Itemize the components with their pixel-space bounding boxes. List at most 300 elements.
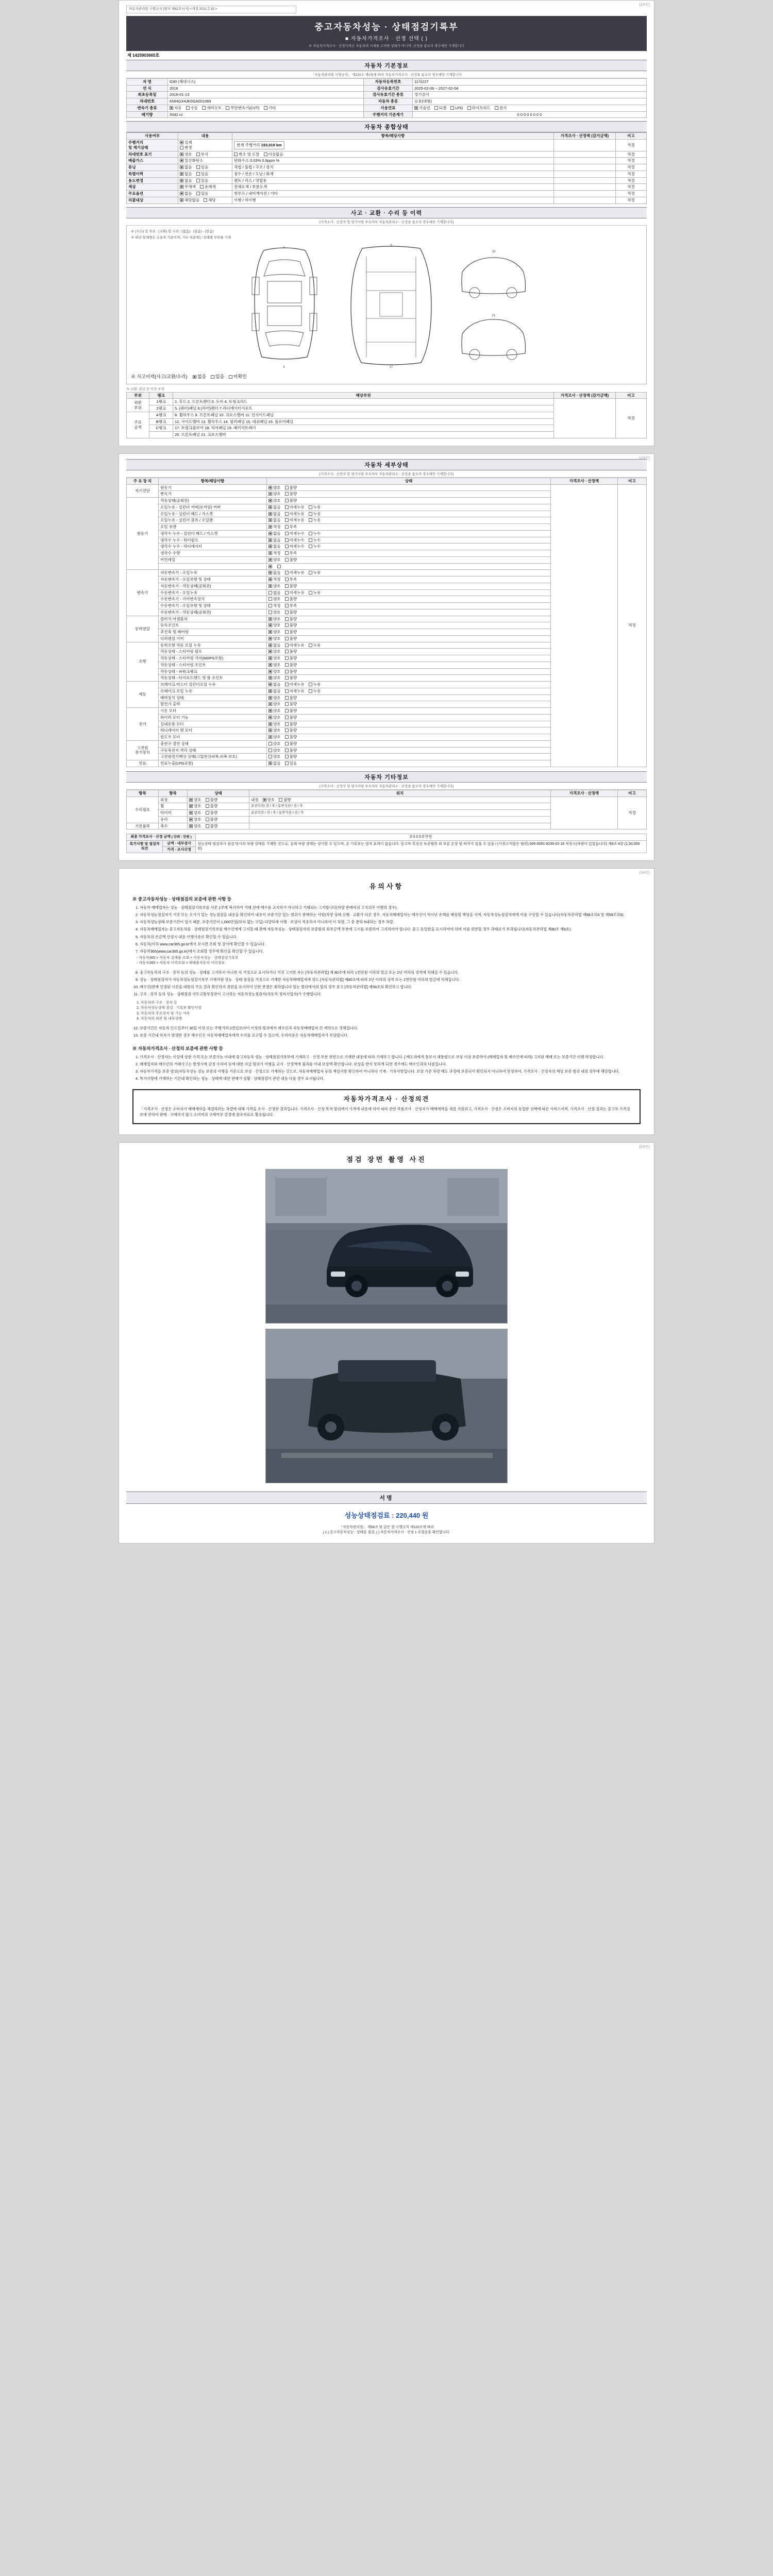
overall-row-items-7[interactable] bbox=[178, 191, 232, 197]
detail-state-6-2[interactable] bbox=[267, 721, 551, 727]
detail-opt-off[interactable]: 불량 bbox=[285, 623, 297, 628]
checkbox-icon[interactable] bbox=[467, 106, 471, 110]
checkbox-icon[interactable] bbox=[309, 571, 312, 574]
detail-state-2-5[interactable] bbox=[267, 603, 551, 609]
checkbox-icon[interactable] bbox=[268, 525, 272, 529]
checkbox-icon[interactable] bbox=[189, 798, 193, 802]
detail-state-2-1[interactable] bbox=[267, 577, 551, 583]
checkbox-icon[interactable] bbox=[268, 630, 272, 634]
checkbox-icon[interactable] bbox=[309, 689, 312, 693]
checkbox-icon[interactable] bbox=[285, 709, 289, 713]
accident-history-option-0[interactable]: 없음 bbox=[193, 373, 206, 380]
detail-opt-on[interactable]: 없음 bbox=[268, 590, 281, 596]
detail-state-7-0[interactable] bbox=[267, 740, 551, 747]
detail-state-1-6[interactable] bbox=[267, 537, 551, 544]
fuel-option-2[interactable]: LPG bbox=[450, 106, 463, 111]
detail-opt-off[interactable]: 불량 bbox=[285, 485, 297, 490]
checkbox-icon[interactable] bbox=[268, 735, 272, 739]
overall-opt-2-0[interactable]: 일산화탄소 bbox=[180, 158, 203, 163]
checkbox-icon[interactable] bbox=[309, 683, 312, 686]
checkbox-icon[interactable] bbox=[268, 499, 272, 502]
detail-opt-off[interactable]: 불량 bbox=[285, 649, 297, 654]
detail-state-5-1[interactable] bbox=[267, 688, 551, 694]
etc-state-exterior[interactable] bbox=[188, 796, 249, 803]
checkbox-icon[interactable] bbox=[206, 811, 209, 815]
checkbox-icon[interactable] bbox=[268, 670, 272, 673]
detail-opt-on[interactable]: 없음 bbox=[268, 544, 281, 549]
checkbox-icon[interactable] bbox=[495, 106, 498, 110]
detail-opt-on[interactable]: 양호 bbox=[268, 696, 281, 701]
overall-row-items-2[interactable] bbox=[178, 158, 232, 164]
checkbox-icon[interactable] bbox=[206, 818, 209, 821]
detail-opt-on[interactable] bbox=[268, 564, 273, 569]
etc-opt-off[interactable]: 불량 bbox=[206, 824, 218, 829]
checkbox-icon[interactable] bbox=[414, 106, 418, 110]
detail-state-6-0[interactable] bbox=[267, 708, 551, 715]
checkbox-icon[interactable] bbox=[285, 643, 289, 647]
detail-opt-on[interactable]: 양호 bbox=[268, 748, 281, 753]
checkbox-icon[interactable] bbox=[285, 591, 289, 595]
checkbox-icon[interactable] bbox=[189, 824, 193, 828]
checkbox-icon[interactable] bbox=[196, 179, 200, 182]
checkbox-icon[interactable] bbox=[285, 617, 289, 621]
checkbox-icon[interactable] bbox=[226, 106, 229, 110]
detail-opt-on[interactable]: 양호 bbox=[268, 485, 281, 490]
detail-opt-mid[interactable]: 미세누유 bbox=[285, 682, 305, 687]
detail-opt-on[interactable]: 양호 bbox=[268, 728, 281, 733]
checkbox-icon[interactable] bbox=[180, 165, 183, 169]
detail-opt-off[interactable]: 불량 bbox=[285, 597, 297, 602]
checkbox-icon[interactable] bbox=[268, 486, 272, 489]
checkbox-icon[interactable] bbox=[268, 512, 272, 516]
detail-opt-on[interactable]: 없음 bbox=[268, 512, 281, 517]
checkbox-icon[interactable] bbox=[285, 722, 289, 726]
detail-opt-on[interactable]: 양호 bbox=[268, 617, 281, 622]
checkbox-icon[interactable] bbox=[170, 106, 173, 110]
detail-state-1-5[interactable] bbox=[267, 530, 551, 537]
detail-opt-on[interactable]: 적정 bbox=[268, 577, 281, 582]
checkbox-icon[interactable] bbox=[268, 604, 272, 607]
detail-state-2-6[interactable] bbox=[267, 609, 551, 616]
checkbox-icon[interactable] bbox=[285, 755, 289, 758]
overall-opt-1-2[interactable]: 변조 및 도말 bbox=[234, 152, 259, 157]
etc-opt-on[interactable]: 양호 bbox=[189, 804, 201, 809]
detail-state-4-0[interactable] bbox=[267, 642, 551, 649]
checkbox-icon[interactable] bbox=[268, 532, 272, 535]
checkbox-icon[interactable] bbox=[285, 683, 289, 686]
detail-opt-on[interactable]: 없음 bbox=[268, 518, 281, 523]
detail-state-3-2[interactable] bbox=[267, 629, 551, 636]
detail-state-0-0[interactable] bbox=[267, 484, 551, 491]
checkbox-icon[interactable] bbox=[268, 742, 272, 745]
checkbox-icon[interactable] bbox=[285, 505, 289, 509]
checkbox-icon[interactable] bbox=[204, 198, 207, 202]
detail-state-5-0[interactable] bbox=[267, 682, 551, 688]
checkbox-icon[interactable] bbox=[285, 696, 289, 700]
overall-opt-4-1[interactable]: 있음 bbox=[196, 172, 209, 177]
detail-opt-off[interactable]: 불량 bbox=[285, 728, 297, 733]
checkbox-icon[interactable] bbox=[285, 676, 289, 680]
detail-opt-on[interactable]: 적정 bbox=[268, 603, 281, 608]
checkbox-icon[interactable] bbox=[285, 689, 289, 693]
checkbox-icon[interactable] bbox=[229, 375, 232, 379]
detail-state-1-1[interactable] bbox=[267, 504, 551, 511]
detail-opt-off[interactable]: 누유 bbox=[309, 689, 321, 694]
detail-opt-off[interactable]: 누유 bbox=[309, 512, 321, 517]
checkbox-icon[interactable] bbox=[285, 637, 289, 640]
detail-opt-off[interactable]: 불량 bbox=[285, 702, 297, 707]
detail-opt-on[interactable]: 양호 bbox=[268, 663, 281, 668]
checkbox-icon[interactable] bbox=[234, 152, 238, 156]
etc-state-basic[interactable] bbox=[188, 823, 249, 829]
etc-opt-on[interactable]: 양호 bbox=[189, 798, 201, 803]
detail-state-1-2[interactable] bbox=[267, 511, 551, 517]
overall-opt-8-1[interactable]: 해당 bbox=[204, 198, 216, 203]
overall-opt-5-1[interactable]: 있음 bbox=[196, 178, 209, 183]
detail-opt-on[interactable]: 양호 bbox=[268, 702, 281, 707]
overall-opt-1-3[interactable]: 이상없음 bbox=[264, 152, 283, 157]
checkbox-icon[interactable] bbox=[285, 728, 289, 732]
overall-opt-7-0[interactable]: 없음 bbox=[180, 191, 192, 196]
overall-row-items-8[interactable] bbox=[178, 197, 232, 204]
checkbox-icon[interactable] bbox=[268, 702, 272, 706]
checkbox-icon[interactable] bbox=[268, 716, 272, 719]
checkbox-icon[interactable] bbox=[434, 106, 438, 110]
checkbox-icon[interactable] bbox=[268, 637, 272, 640]
detail-opt-on[interactable]: 양호 bbox=[268, 722, 281, 727]
checkbox-icon[interactable] bbox=[206, 804, 209, 808]
checkbox-icon[interactable] bbox=[180, 159, 183, 162]
checkbox-icon[interactable] bbox=[268, 518, 272, 522]
detail-opt-on[interactable]: 없음 bbox=[268, 761, 281, 766]
checkbox-icon[interactable] bbox=[277, 565, 281, 568]
overall-opt-3-1[interactable]: 있음 bbox=[196, 165, 209, 170]
checkbox-icon[interactable] bbox=[268, 749, 272, 752]
detail-opt-off[interactable]: 누유 bbox=[309, 643, 321, 648]
detail-opt-on[interactable]: 양호 bbox=[268, 741, 281, 747]
checkbox-icon[interactable] bbox=[450, 106, 454, 110]
detail-opt-on[interactable]: 양호 bbox=[268, 669, 281, 674]
overall-opt-0-1[interactable]: 변경 bbox=[180, 145, 192, 150]
detail-state-6-4[interactable] bbox=[267, 734, 551, 741]
detail-state-4-2[interactable] bbox=[267, 655, 551, 662]
overall-opt-7-1[interactable]: 있음 bbox=[196, 191, 209, 196]
overall-opt-6-0[interactable]: 무채색 bbox=[180, 184, 196, 190]
detail-state-1-10[interactable] bbox=[267, 563, 551, 570]
checkbox-icon[interactable] bbox=[268, 597, 272, 601]
detail-state-1-7[interactable] bbox=[267, 544, 551, 550]
detail-state-2-3[interactable] bbox=[267, 589, 551, 596]
detail-opt-on[interactable]: 양호 bbox=[268, 675, 281, 681]
detail-state-2-2[interactable] bbox=[267, 583, 551, 589]
detail-opt-off[interactable]: 불량 bbox=[285, 735, 297, 740]
checkbox-icon[interactable] bbox=[285, 742, 289, 745]
detail-opt-mid[interactable]: 미세누유 bbox=[285, 518, 305, 523]
detail-opt-off[interactable]: 불량 bbox=[285, 715, 297, 720]
checkbox-icon[interactable] bbox=[196, 165, 200, 169]
checkbox-icon[interactable] bbox=[285, 499, 289, 502]
checkbox-icon[interactable] bbox=[285, 597, 289, 601]
checkbox-icon[interactable] bbox=[189, 811, 193, 815]
overall-row-items-0[interactable] bbox=[178, 140, 232, 151]
detail-opt-off[interactable]: 누유 bbox=[309, 505, 321, 510]
overall-opt-4-0[interactable]: 없음 bbox=[180, 172, 192, 177]
overall-row-items-4[interactable] bbox=[178, 171, 232, 177]
transmission-option-1[interactable]: 수동 bbox=[186, 106, 198, 111]
checkbox-icon[interactable] bbox=[268, 623, 272, 627]
checkbox-icon[interactable] bbox=[279, 798, 282, 802]
detail-opt-off[interactable]: 불량 bbox=[285, 663, 297, 668]
detail-opt-off[interactable]: 불량 bbox=[285, 675, 297, 681]
accident-history-option-2[interactable]: 미확인 bbox=[229, 373, 247, 380]
detail-state-7-1[interactable] bbox=[267, 747, 551, 754]
detail-opt-mid[interactable]: 미세누수 bbox=[285, 544, 305, 549]
checkbox-icon[interactable] bbox=[268, 663, 272, 667]
checkbox-icon[interactable] bbox=[285, 656, 289, 660]
etc-opt-on[interactable]: 양호 bbox=[189, 817, 201, 822]
detail-opt-off[interactable]: 누수 bbox=[309, 544, 321, 549]
checkbox-icon[interactable] bbox=[268, 683, 272, 686]
detail-opt-off[interactable]: 불량 bbox=[285, 636, 297, 641]
detail-opt-off[interactable]: 불량 bbox=[285, 669, 297, 674]
checkbox-icon[interactable] bbox=[285, 702, 289, 706]
detail-opt-off[interactable]: 누유 bbox=[309, 590, 321, 596]
etc-opt-on[interactable]: 양호 bbox=[189, 824, 201, 829]
checkbox-icon[interactable] bbox=[285, 670, 289, 673]
detail-state-4-5[interactable] bbox=[267, 675, 551, 682]
checkbox-icon[interactable] bbox=[309, 505, 312, 509]
checkbox-icon[interactable] bbox=[268, 728, 272, 732]
checkbox-icon[interactable] bbox=[180, 141, 183, 144]
detail-opt-off[interactable]: 불량 bbox=[285, 630, 297, 635]
detail-opt-off[interactable]: 부족 bbox=[285, 577, 297, 582]
detail-opt-off[interactable]: 누유 bbox=[309, 570, 321, 575]
checkbox-icon[interactable] bbox=[202, 106, 206, 110]
fuel-option-0[interactable]: 가솔린 bbox=[414, 106, 430, 111]
checkbox-icon[interactable] bbox=[196, 152, 200, 156]
checkbox-icon[interactable] bbox=[268, 545, 272, 548]
etc-opt-off[interactable]: 불량 bbox=[206, 817, 218, 822]
etc-opt2-off[interactable]: 불량 bbox=[279, 798, 291, 803]
detail-state-3-0[interactable] bbox=[267, 616, 551, 622]
checkbox-icon[interactable] bbox=[268, 551, 272, 555]
detail-opt-on[interactable]: 양호 bbox=[268, 715, 281, 720]
detail-opt-off[interactable]: 누유 bbox=[309, 682, 321, 687]
checkbox-icon[interactable] bbox=[268, 650, 272, 653]
fuel-option-3[interactable]: 하이브리드 bbox=[467, 106, 491, 111]
checkbox-icon[interactable] bbox=[180, 185, 183, 189]
checkbox-icon[interactable] bbox=[268, 565, 272, 568]
overall-opt-1-0[interactable]: 양호 bbox=[180, 152, 192, 157]
etc-state-wheel[interactable] bbox=[188, 803, 249, 810]
checkbox-icon[interactable] bbox=[193, 375, 196, 379]
checkbox-icon[interactable] bbox=[309, 538, 312, 542]
transmission-option-2[interactable]: 세미오토 bbox=[202, 106, 222, 111]
detail-opt-mid[interactable]: 미세누유 bbox=[285, 570, 305, 575]
detail-opt-on[interactable]: 없음 bbox=[268, 689, 281, 694]
detail-opt-off[interactable]: 누수 bbox=[309, 531, 321, 536]
detail-state-7-2[interactable] bbox=[267, 754, 551, 760]
checkbox-icon[interactable] bbox=[268, 505, 272, 509]
detail-opt-mid[interactable]: 미세누유 bbox=[285, 643, 305, 648]
checkbox-icon[interactable] bbox=[285, 532, 289, 535]
detail-state-6-1[interactable] bbox=[267, 714, 551, 721]
transmission-option-4[interactable]: 기타 bbox=[264, 106, 276, 111]
detail-state-5-3[interactable] bbox=[267, 701, 551, 708]
checkbox-icon[interactable] bbox=[264, 152, 267, 156]
detail-opt-mid[interactable]: 미세누유 bbox=[285, 689, 305, 694]
detail-opt-on[interactable]: 양호 bbox=[268, 649, 281, 654]
checkbox-icon[interactable] bbox=[268, 643, 272, 647]
checkbox-icon[interactable] bbox=[285, 735, 289, 739]
checkbox-icon[interactable] bbox=[268, 591, 272, 595]
checkbox-icon[interactable] bbox=[186, 106, 190, 110]
overall-row-items-5[interactable] bbox=[178, 177, 232, 184]
checkbox-icon[interactable] bbox=[268, 696, 272, 700]
etc-opt2-on[interactable]: 양호 bbox=[263, 798, 275, 803]
checkbox-icon[interactable] bbox=[268, 755, 272, 758]
checkbox-icon[interactable] bbox=[268, 689, 272, 693]
detail-state-3-3[interactable] bbox=[267, 635, 551, 642]
checkbox-icon[interactable] bbox=[285, 630, 289, 634]
detail-opt-on[interactable]: 적정 bbox=[268, 551, 281, 556]
checkbox-icon[interactable] bbox=[268, 492, 272, 496]
transmission-options[interactable] bbox=[168, 105, 364, 111]
checkbox-icon[interactable] bbox=[309, 532, 312, 535]
detail-opt-on[interactable]: 적정 bbox=[268, 524, 281, 530]
etc-opt-off[interactable]: 불량 bbox=[206, 804, 218, 809]
detail-state-1-0[interactable] bbox=[267, 498, 551, 504]
checkbox-icon[interactable] bbox=[285, 492, 289, 496]
checkbox-icon[interactable] bbox=[268, 558, 272, 562]
detail-opt-mid[interactable]: 미세누유 bbox=[285, 512, 305, 517]
checkbox-icon[interactable] bbox=[196, 192, 200, 195]
checkbox-icon[interactable] bbox=[206, 798, 209, 802]
fuel-option-1[interactable]: 디젤 bbox=[434, 106, 447, 111]
detail-opt-on[interactable]: 양호 bbox=[268, 492, 281, 497]
detail-opt-on[interactable]: 양호 bbox=[268, 557, 281, 563]
etc-state-tire[interactable] bbox=[188, 810, 249, 817]
checkbox-icon[interactable] bbox=[285, 518, 289, 522]
detail-state-0-1[interactable] bbox=[267, 491, 551, 498]
detail-opt-off[interactable]: 있음 bbox=[285, 761, 297, 766]
detail-opt-on[interactable]: 없음 bbox=[268, 682, 281, 687]
detail-state-3-1[interactable] bbox=[267, 622, 551, 629]
detail-opt-off[interactable]: 부족 bbox=[285, 603, 297, 608]
checkbox-icon[interactable] bbox=[264, 106, 267, 110]
detail-opt-off[interactable]: 불량 bbox=[285, 754, 297, 759]
detail-opt-mid[interactable]: 미세누수 bbox=[285, 538, 305, 543]
checkbox-icon[interactable] bbox=[189, 818, 193, 821]
detail-opt-off[interactable]: 누수 bbox=[309, 538, 321, 543]
checkbox-icon[interactable] bbox=[268, 617, 272, 621]
checkbox-icon[interactable] bbox=[309, 545, 312, 548]
etc-state-glass[interactable] bbox=[188, 816, 249, 823]
checkbox-icon[interactable] bbox=[285, 578, 289, 581]
detail-opt-on[interactable]: 양호 bbox=[268, 597, 281, 602]
checkbox-icon[interactable] bbox=[309, 643, 312, 647]
detail-opt-off[interactable]: 불량 bbox=[285, 748, 297, 753]
checkbox-icon[interactable] bbox=[285, 538, 289, 542]
checkbox-icon[interactable] bbox=[285, 486, 289, 489]
checkbox-icon[interactable] bbox=[200, 185, 204, 189]
detail-opt-on[interactable]: 양호 bbox=[268, 610, 281, 615]
detail-opt-off[interactable]: 부족 bbox=[285, 551, 297, 556]
checkbox-icon[interactable] bbox=[285, 623, 289, 627]
detail-opt-off[interactable]: 불량 bbox=[285, 722, 297, 727]
checkbox-icon[interactable] bbox=[268, 722, 272, 726]
checkbox-icon[interactable] bbox=[196, 172, 200, 176]
checkbox-icon[interactable] bbox=[285, 545, 289, 548]
checkbox-icon[interactable] bbox=[268, 578, 272, 581]
detail-opt-mid[interactable]: 미세누유 bbox=[285, 505, 305, 510]
checkbox-icon[interactable] bbox=[180, 198, 183, 202]
checkbox-icon[interactable] bbox=[285, 604, 289, 607]
overall-row-items-1[interactable] bbox=[178, 151, 232, 158]
detail-state-1-4[interactable] bbox=[267, 524, 551, 531]
detail-opt-on[interactable]: 양호 bbox=[268, 708, 281, 714]
detail-opt-off[interactable]: 불량 bbox=[285, 498, 297, 503]
accident-history-question[interactable]: ※ 사고이력(사고/교환/수리) 없음 있음 미확인 bbox=[131, 374, 247, 379]
checkbox-icon[interactable] bbox=[189, 804, 193, 808]
detail-opt-on[interactable]: 없음 bbox=[268, 570, 281, 575]
checkbox-icon[interactable] bbox=[180, 152, 183, 156]
transmission-option-0[interactable]: 자동 bbox=[170, 106, 182, 111]
checkbox-icon[interactable] bbox=[268, 676, 272, 680]
detail-opt-mid[interactable]: 미세누유 bbox=[285, 590, 305, 596]
checkbox-icon[interactable] bbox=[309, 591, 312, 595]
detail-opt-off[interactable]: 부족 bbox=[285, 524, 297, 530]
checkbox-icon[interactable] bbox=[206, 824, 209, 828]
detail-state-1-3[interactable] bbox=[267, 517, 551, 524]
checkbox-icon[interactable] bbox=[285, 571, 289, 574]
detail-state-8-0[interactable] bbox=[267, 760, 551, 767]
detail-opt-off[interactable]: 불량 bbox=[285, 708, 297, 714]
checkbox-icon[interactable] bbox=[285, 584, 289, 588]
checkbox-icon[interactable] bbox=[180, 172, 183, 176]
checkbox-icon[interactable] bbox=[285, 525, 289, 529]
detail-state-4-1[interactable] bbox=[267, 649, 551, 655]
detail-state-2-0[interactable] bbox=[267, 570, 551, 577]
overall-opt-3-0[interactable]: 없음 bbox=[180, 165, 192, 170]
overall-detail-1[interactable] bbox=[232, 151, 554, 158]
detail-state-6-3[interactable] bbox=[267, 727, 551, 734]
checkbox-icon[interactable] bbox=[285, 551, 289, 555]
detail-state-1-9[interactable] bbox=[267, 556, 551, 563]
checkbox-icon[interactable] bbox=[263, 798, 266, 802]
detail-opt-mid[interactable]: 미세누수 bbox=[285, 531, 305, 536]
overall-opt-1-1[interactable]: 부식 bbox=[196, 152, 209, 157]
fuel-option-4[interactable]: 전기 bbox=[495, 106, 507, 111]
detail-opt-on[interactable]: 양호 bbox=[268, 630, 281, 635]
checkbox-icon[interactable] bbox=[309, 512, 312, 516]
etc-opt-on[interactable]: 양호 bbox=[189, 810, 201, 816]
checkbox-icon[interactable] bbox=[268, 761, 272, 765]
detail-opt-on[interactable]: 양호 bbox=[268, 656, 281, 661]
detail-opt-off[interactable]: 불량 bbox=[285, 610, 297, 615]
detail-opt-on[interactable]: 양호 bbox=[268, 584, 281, 589]
detail-opt-off[interactable]: 불량 bbox=[285, 557, 297, 563]
checkbox-icon[interactable] bbox=[285, 611, 289, 614]
checkbox-icon[interactable] bbox=[268, 656, 272, 660]
overall-opt-0-0[interactable]: 실제 bbox=[180, 140, 192, 145]
detail-opt-on[interactable]: 없음 bbox=[268, 531, 281, 536]
checkbox-icon[interactable] bbox=[268, 709, 272, 713]
overall-opt-8-0[interactable]: 해당없음 bbox=[180, 198, 199, 203]
detail-opt-off[interactable] bbox=[277, 564, 282, 569]
checkbox-icon[interactable] bbox=[180, 192, 183, 195]
fuel-options[interactable] bbox=[413, 105, 647, 111]
